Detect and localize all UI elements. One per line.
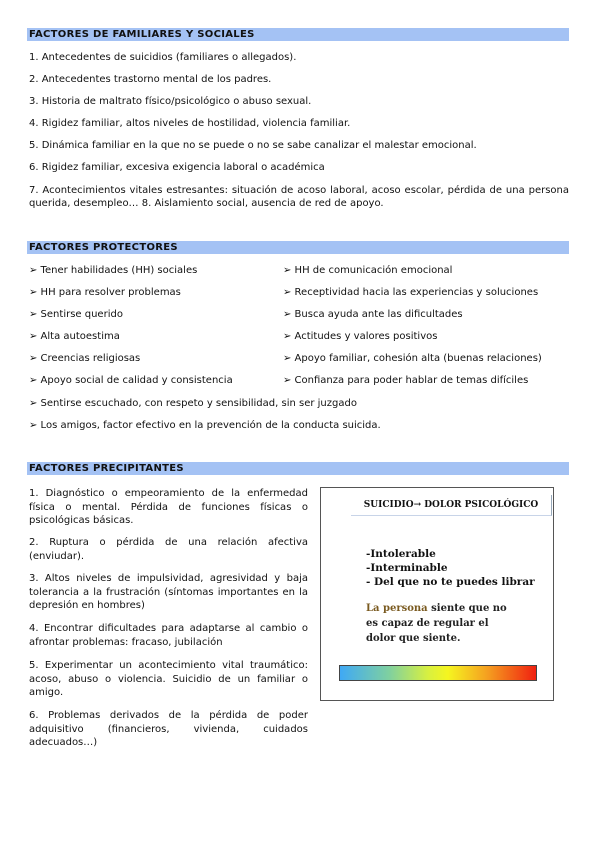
list-item: ➢ Receptividad hacia las experiencias y soluciones [283,287,539,298]
list-item: ➢ Sentirse escuchado, con respeto y sensibilidad, sin ser juzgado [29,398,357,409]
list-item: 3. Altos niveles de impulsividad, agresividad y baja tolerancia a la frustración (síntomas importantes en la depresión en hombres) [29,573,308,611]
slide-bullet: -Interminable [366,562,448,574]
list-item: ➢ HH de comunicación emocional [283,265,453,276]
slide-paragraph-rest: siente que no es capaz de regular el dolor que siente. [366,603,507,644]
list-item: 6. Rigidez familiar, excesiva exigencia laboral o académica [29,162,325,173]
list-item: ➢ Sentirse querido [29,309,123,320]
list-item: 1. Antecedentes de suicidios (familiares o allegados). [29,52,297,63]
list-item: ➢ Los amigos, factor efectivo en la prevención de la conducta suicida. [29,420,381,431]
list-item: ➢ Confianza para poder hablar de temas difíciles [283,375,529,386]
list-item: ➢ Tener habilidades (HH) sociales [29,265,198,276]
list-item: ➢ Apoyo familiar, cohesión alta (buenas relaciones) [283,353,542,364]
slide-bullet: - Del que no te puedes librar [366,576,535,588]
list-item: 4. Encontrar dificultades para adaptarse al cambio o afrontar problemas: fracaso, jubilación [29,623,308,648]
list-item: 5. Dinámica familiar en la que no se puede o no se sabe canalizar el malestar emocional. [29,140,477,151]
list-item: 4. Rigidez familiar, altos niveles de hostilidad, violencia familiar. [29,118,351,129]
list-item: 2. Antecedentes trastorno mental de los padres. [29,74,272,85]
section-header-familiares: FACTORES DE FAMILIARES Y SOCIALES [27,28,569,41]
list-item: 3. Historia de maltrato físico/psicológico o abuso sexual. [29,96,312,107]
pain-scale-bar [339,665,537,681]
list-item: ➢ Apoyo social de calidad y consistencia [29,375,233,386]
list-item: ➢ HH para resolver problemas [29,287,181,298]
list-item: 1. Diagnóstico o empeoramiento de la enfermedad física o mental. Pérdida de funciones físicas o psicológicas básicas. [29,488,308,526]
list-item: 2. Ruptura o pérdida de una relación afectiva (enviudar). [29,537,308,562]
section-header-precipitantes: FACTORES PRECIPITANTES [27,462,569,475]
slide-bullet: -Intolerable [366,548,436,560]
slide-title: SUICIDIO→ DOLOR PSICOLÓGICO [351,495,552,516]
slide-paragraph-lead: La persona [366,603,428,614]
list-item: ➢ Busca ayuda ante las dificultades [283,309,463,320]
section-header-protectores: FACTORES PROTECTORES [27,241,569,254]
slide-image [320,487,554,701]
list-item: ➢ Alta autoestima [29,331,120,342]
list-item: ➢ Creencias religiosas [29,353,141,364]
list-item: ➢ Actitudes y valores positivos [283,331,438,342]
list-item: 7. Acontecimientos vitales estresantes: situación de acoso laboral, acoso escolar, pérdida de una persona querida, desempleo… 8. Aislamiento social, ausencia de red de apoyo. [29,185,569,209]
list-item: 6. Problemas derivados de la pérdida de poder adquisitivo (financieros, vivienda, cuidados adecuados…) [29,710,308,748]
slide-paragraph [366,601,516,646]
list-item: 5. Experimentar un acontecimiento vital traumático: acoso, abuso o violencia. Suicidio de un familiar o amigo. [29,660,308,698]
